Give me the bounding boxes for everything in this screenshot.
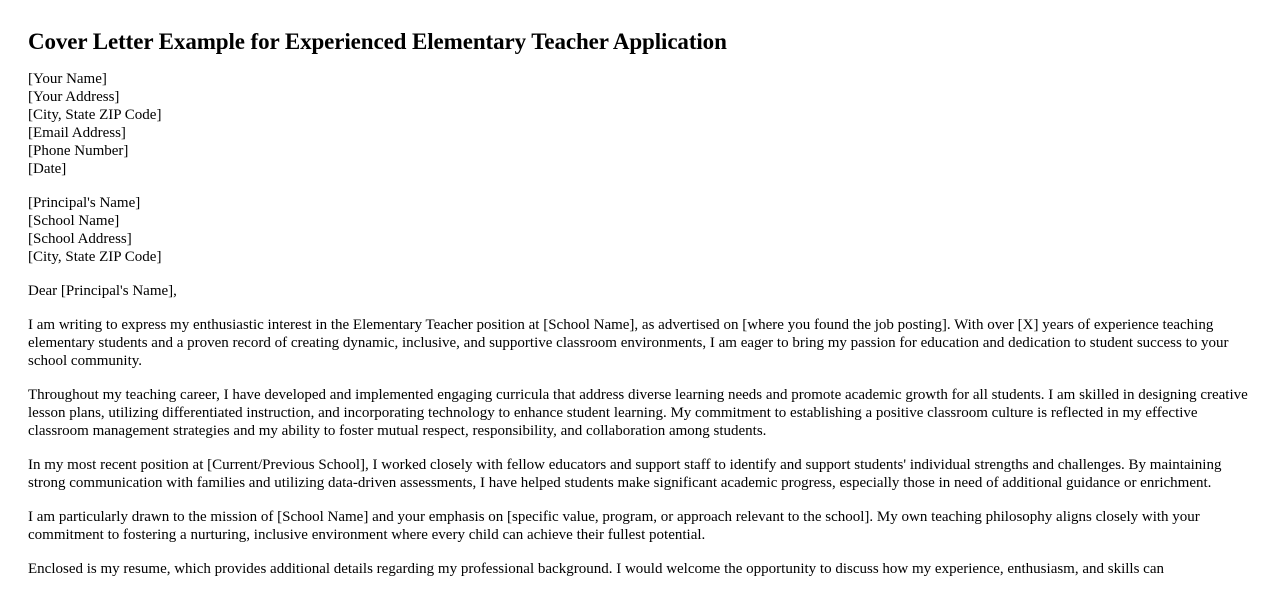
body-paragraph-mission: I am particularly drawn to the mission of [School Name] and your emphasis on [specific value, program, or approach relevant to the school]. My own teaching philosophy aligns closely with your commitment to fostering a nurturing, inclusive environment where every child can achieve their fullest potential.	[28, 509, 1200, 543]
recipient-block	[28, 194, 1250, 266]
sender-phone: [Phone Number]	[28, 143, 129, 159]
page-title: Cover Letter Example for Experienced Elementary Teacher Application	[28, 29, 727, 54]
sender-email: [Email Address]	[28, 125, 126, 141]
body-paragraph-closing: Enclosed is my resume, which provides additional details regarding my professional background. I would welcome the opportunity to discuss how my experience, enthusiasm, and skills can	[28, 561, 1165, 577]
sender-city-state-zip: [City, State ZIP Code]	[28, 107, 162, 123]
sender-block	[28, 70, 1250, 178]
body-paragraph-recent-position: In my most recent position at [Current/Previous School], I worked closely with fellow educators and support staff to identify and support students' individual strengths and challenges. By maintaining strong communication with families and utilizing data-driven assessments, I have helped students make significant academic progress, especially those in need of additional guidance or enrichment.	[28, 457, 1222, 491]
recipient-school-name: [School Name]	[28, 213, 120, 229]
letter-date: [Date]	[28, 161, 67, 177]
salutation: Dear [Principal's Name],	[28, 283, 177, 299]
sender-name: [Your Name]	[28, 71, 107, 87]
document-page	[0, 28, 1278, 578]
recipient-school-address: [School Address]	[28, 231, 132, 247]
body-paragraph-experience: Throughout my teaching career, I have developed and implemented engaging curricula that address diverse learning needs and promote academic growth for all students. I am skilled in designing creative lesson plans, utilizing differentiated instruction, and incorporating technology to enhance student learning. My commitment to establishing a positive classroom culture is reflected in my effective classroom management strategies and my ability to foster mutual respect, responsibility, and collaboration among students.	[28, 387, 1248, 439]
recipient-principal-name: [Principal's Name]	[28, 195, 141, 211]
recipient-city-state-zip: [City, State ZIP Code]	[28, 249, 162, 265]
body-paragraph-intro: I am writing to express my enthusiastic interest in the Elementary Teacher position at [School Name], as advertised on [where you found the job posting]. With over [X] years of experience teaching elementary students and a proven record of creating dynamic, inclusive, and supportive classroom environments, I am eager to bring my passion for education and dedication to student success to your school community.	[28, 317, 1229, 369]
sender-address: [Your Address]	[28, 89, 120, 105]
